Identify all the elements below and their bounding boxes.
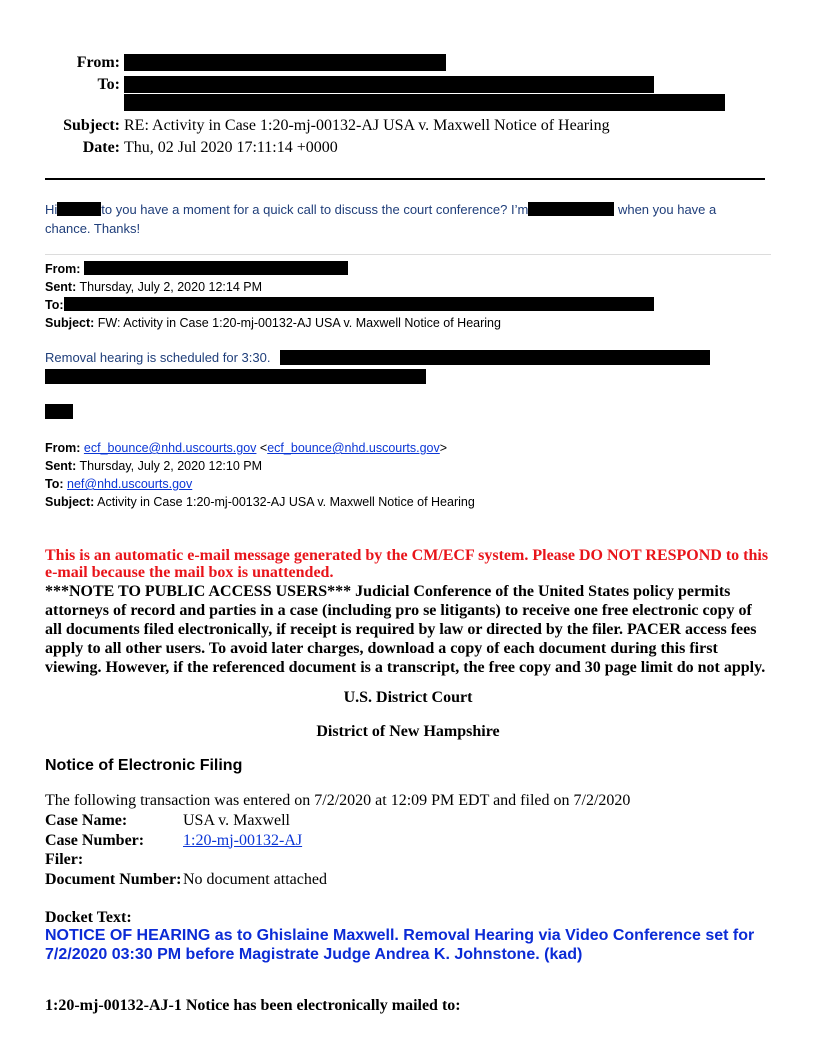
fwd2-subject-value: Activity in Case 1:20-mj-00132-AJ USA v. Maxwell Notice of Hearing	[97, 495, 475, 509]
subject-value: RE: Activity in Case 1:20-mj-00132-AJ USA v. Maxwell Notice of Hearing	[124, 117, 610, 134]
doc-number-value: No document attached	[183, 870, 327, 888]
redacted-to-1	[124, 76, 654, 93]
nef-title: Notice of Electronic Filing	[45, 757, 243, 774]
fwd2-gt: >	[439, 441, 448, 455]
redacted-name	[57, 202, 101, 216]
fwd1-sent-row	[45, 278, 262, 296]
redacted-fwd1-to	[64, 297, 654, 311]
case-name-value: USA v. Maxwell	[183, 812, 290, 829]
from-label: From:	[76, 54, 120, 71]
fwd2-lt: <	[259, 441, 268, 455]
fwd2-sent-value: Thursday, July 2, 2020 12:10 PM	[79, 459, 263, 473]
fwd1-subject-value: FW: Activity in Case 1:20-mj-00132-AJ USA v. Maxwell Notice of Hearing	[97, 316, 501, 330]
mailed-notice: 1:20-mj-00132-AJ-1 Notice has been electronically mailed to:	[45, 997, 461, 1014]
public-note-line5: viewing. However, if the referenced document is a transcript, the free copy and 30 page limit do not apply.	[45, 659, 766, 676]
fwd2-subject-label: Subject:	[45, 495, 95, 509]
filer-row	[45, 851, 327, 871]
fwd1-to-row	[45, 296, 64, 314]
fwd1-sent-value: Thursday, July 2, 2020 12:14 PM	[79, 280, 263, 294]
fwd1-subject-row	[45, 314, 501, 332]
fwd1-from-row	[45, 260, 80, 278]
filer-value	[183, 851, 327, 871]
court-name: U.S. District Court	[343, 689, 473, 706]
docket-line1: NOTICE OF HEARING as to Ghislaine Maxwell. Removal Hearing via Video Conference set for	[45, 927, 755, 944]
fwd2-to-email-link[interactable]: nef@nhd.uscourts.gov	[67, 477, 193, 491]
public-access-note	[45, 582, 785, 677]
redacted-body-1	[280, 350, 710, 365]
fwd2-to-label: To:	[45, 477, 64, 491]
fwd1-sent-label: Sent:	[45, 280, 77, 294]
reply-divider	[45, 254, 771, 255]
redacted-phrase	[528, 202, 614, 216]
subject-label: Subject:	[63, 117, 120, 134]
fwd2-from-label: From:	[45, 441, 81, 455]
district-name: District of New Hampshire	[316, 723, 500, 740]
public-note-line4: apply to all other users. To avoid later charges, download a copy of each document during this first	[45, 640, 718, 657]
doc-number-row	[45, 871, 327, 891]
docket-text	[45, 926, 790, 964]
reply-line2: chance. Thanks!	[45, 221, 141, 236]
redacted-body-2	[45, 369, 426, 384]
fwd2-subject-row	[45, 493, 475, 511]
header-divider	[45, 178, 765, 180]
public-note-line3: all documents filed electronically, if receipt is required by law or directed by the filer. PACER access fees	[45, 621, 757, 638]
fwd2-from-email-link[interactable]: ecf_bounce@nhd.uscourts.gov	[83, 441, 257, 455]
fwd1-from-label: From:	[45, 262, 81, 276]
filer-label: Filer:	[45, 851, 84, 868]
to-label: To:	[97, 76, 120, 93]
reply-part1: to you have a moment for a quick call to discuss the court conference? I’m	[101, 202, 529, 217]
fwd2-sent-label: Sent:	[45, 459, 77, 473]
fwd1-to-label: To:	[45, 298, 64, 312]
auto-message	[45, 547, 785, 581]
public-note-line2: attorneys of record and parties in a case (including pro se litigants) to receive one free electronic copy of	[45, 602, 752, 619]
date-label: Date:	[82, 139, 120, 156]
redacted-to-2	[124, 94, 725, 111]
fwd2-from-email-link-2[interactable]: ecf_bounce@nhd.uscourts.gov	[267, 441, 440, 455]
case-number-row	[45, 832, 327, 852]
redacted-from	[124, 54, 446, 71]
public-note-line1: ***NOTE TO PUBLIC ACCESS USERS*** Judicial Conference of the United States policy permits	[45, 583, 731, 600]
fwd2-to-row	[45, 475, 192, 493]
auto-message-line2: e-mail because the mail box is unattended.	[45, 564, 334, 581]
docket-line2: 7/2/2020 03:30 PM before Magistrate Judge Andrea K. Johnstone. (kad)	[45, 946, 583, 963]
fwd2-from-row	[45, 439, 447, 457]
auto-message-line1: This is an automatic e-mail message generated by the CM/ECF system. Please DO NOT RESPOND to this	[45, 547, 769, 564]
fwd1-body: Removal hearing is scheduled for 3:30.	[45, 350, 271, 365]
docket-label: Docket Text:	[45, 909, 132, 926]
doc-number-label: Document Number:	[45, 870, 182, 888]
case-number-link[interactable]: 1:20-mj-00132-AJ	[183, 831, 303, 849]
date-value: Thu, 02 Jul 2020 17:11:14 +0000	[124, 139, 338, 156]
case-name-label: Case Name:	[45, 812, 128, 829]
transaction-line: The following transaction was entered on 7/2/2020 at 12:09 PM EDT and filed on 7/2/2020	[45, 792, 631, 809]
fwd1-subject-label: Subject:	[45, 316, 95, 330]
reply-part2: when you have a	[617, 202, 717, 217]
redacted-signature	[45, 404, 73, 419]
reply-hi: Hi	[45, 202, 58, 217]
fwd2-sent-row	[45, 457, 262, 475]
case-info-table	[45, 812, 327, 890]
case-name-row	[45, 812, 327, 832]
redacted-fwd1-from	[84, 261, 348, 275]
reply-body	[45, 200, 775, 238]
case-number-label: Case Number:	[45, 831, 145, 849]
